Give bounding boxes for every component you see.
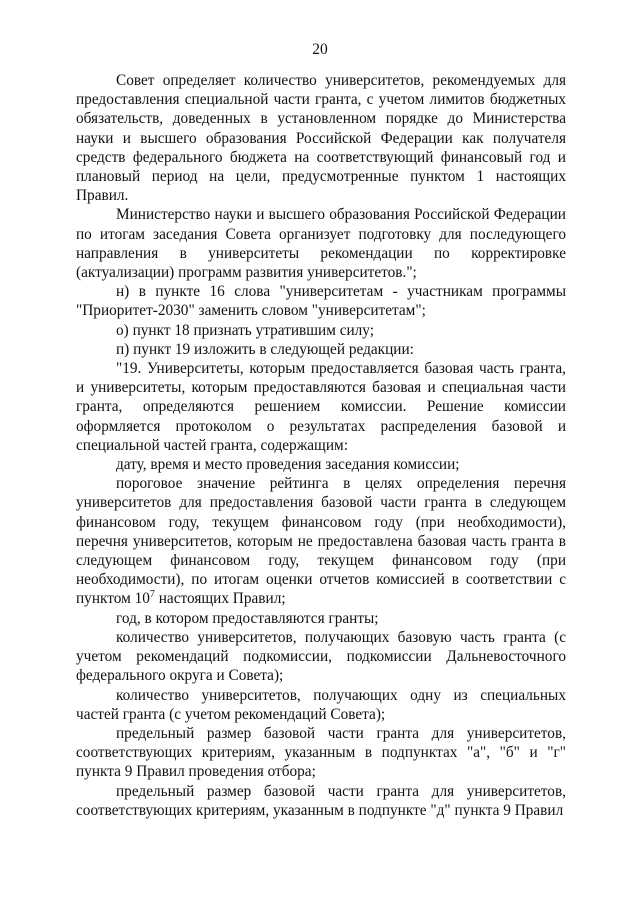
document-body — [76, 71, 566, 820]
paragraph-item-n: н) в пункте 16 слова "университетам - участникам программы "Приоритет-2030" заменить словом "университетам"; — [76, 283, 566, 320]
paragraph-item-o: о) пункт 18 признать утратившим силу; — [116, 321, 375, 339]
paragraph-max-size-d: предельный размер базовой части гранта для университетов, соответствующих критериям, указанным в подпункте "д" пункта 9 Правил — [76, 782, 566, 819]
paragraph-basic-part-count: количество университетов, получающих базовую часть гранта (с учетом рекомендаций подкомиссии, подкомиссии Дальневосточного федерального округа и Совета); — [76, 628, 566, 685]
paragraph-ministry-organizes: Министерство науки и высшего образования Российской Федерации по итогам заседания Совета организует подготовку для последующего направления в университеты рекомендации по корректировке (актуализации) программ развития университетов."; — [76, 206, 566, 282]
paragraph-grant-year: год, в котором предоставляются гранты; — [116, 609, 379, 627]
paragraph-council-determines: Совет определяет количество университетов, рекомендуемых для предоставления специальной части гранта, с учетом лимитов бюджетных обязательств, доведенных в установленном порядке до Министерства науки и высшего образования Российской Федерации как получателя средств федерального бюджета на соответствующий финансовый год и плановый период на цели, предусмотренные пунктом 1 настоящих Правил. — [76, 72, 566, 205]
threshold-text: пороговое значение рейтинга в целях определения перечня университетов для предоставления базовой части гранта в следующем финансовом году, текущем финансовом году (при необходимости), перечня университетов, которым не предоставлена базовая часть гранта в следующем финансовом году, текущем финансовом году (при необходимости), по итогам оценки отчетов комиссией в соответствии с пунктом 10 — [76, 475, 566, 608]
paragraph-special-part-count: количество университетов, получающих одну из специальных частей гранта (с учетом рекомендаций Совета); — [76, 686, 566, 723]
paragraph-max-size-abg: предельный размер базовой части гранта для университетов, соответствующих критериям, указанным в подпунктах "а", "б" и "г" пункта 9 Правил проведения отбора; — [76, 724, 566, 781]
clause-superscript: 7 — [149, 589, 155, 601]
paragraph-item-p: п) пункт 19 изложить в следующей редакции: — [116, 340, 414, 358]
paragraph-meeting-date: дату, время и место проведения заседания комиссии; — [116, 456, 460, 474]
threshold-text-end: настоящих Правил; — [154, 590, 286, 608]
page-number: 20 — [312, 41, 328, 58]
paragraph-threshold-value — [76, 474, 566, 608]
paragraph-clause-19: "19. Университеты, которым предоставляется базовая часть гранта, и университеты, которым предоставляются базовая и специальная части гранта, определяются решением комиссии. Решение комиссии оформляется протоколом о результатах распределения базовой и специальной частей гранта, содержащим: — [76, 360, 566, 454]
